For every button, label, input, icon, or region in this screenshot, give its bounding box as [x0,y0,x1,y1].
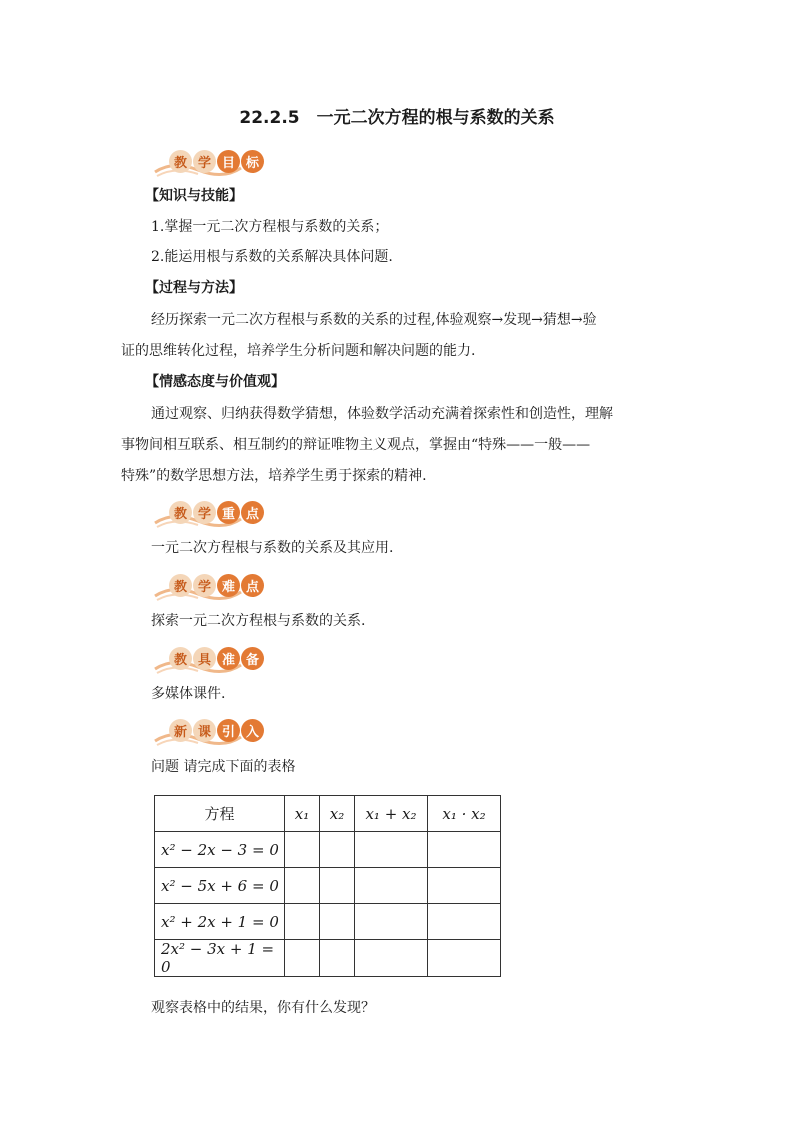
intro-question: 问题 请完成下面的表格 [151,759,296,775]
header-sum: x₁ + x₂ [355,796,428,832]
equation-cell: x² + 2x + 1 = 0 [155,904,285,940]
lesson-title: 22.2.5 一元二次方程的根与系数的关系 [239,108,555,128]
table-row [155,940,501,977]
table-row [155,832,501,868]
empty-cell[interactable] [320,904,355,940]
process-text: 证的思维转化过程，培养学生分析问题和解决问题的能力. [121,343,476,359]
badge-materials [155,645,264,671]
badge-difficulties [155,572,264,598]
badge-char: 教 [169,574,192,597]
empty-cell[interactable] [320,940,355,977]
badge-char: 点 [241,574,264,597]
header-x2: x₂ [320,796,355,832]
followup-question: 观察表格中的结果，你有什么发现？ [151,1000,375,1016]
attitude-text: 特殊”的数学思想方法，培养学生勇于探索的精神. [121,468,427,484]
badge-objectives [155,148,264,174]
badge-char: 引 [217,719,240,742]
badge-char: 课 [193,719,216,742]
badge-char: 重 [217,501,240,524]
knowledge-item: 1.掌握一元二次方程根与系数的关系； [151,219,389,235]
attitude-text: 事物间相互联系、相互制约的辩证唯物主义观点，掌握由“特殊——一般—— [121,437,591,453]
materials-text: 多媒体课件. [151,686,226,702]
badge-char: 准 [217,647,240,670]
empty-cell[interactable] [428,868,501,904]
badge-char: 点 [241,501,264,524]
badge-char: 具 [193,647,216,670]
badge-intro [155,717,264,743]
badge-char: 教 [169,501,192,524]
header-equation: 方程 [155,796,285,832]
badge-key-points [155,499,264,525]
knowledge-item: 2.能运用根与系数的关系解决具体问题. [151,249,393,265]
empty-cell[interactable] [285,940,320,977]
badge-char: 目 [217,150,240,173]
table-row [155,868,501,904]
equation-cell: x² − 5x + 6 = 0 [155,868,285,904]
empty-cell[interactable] [320,868,355,904]
key-points-text: 一元二次方程根与系数的关系及其应用. [151,540,394,556]
table-header-row [155,796,501,832]
header-product: x₁ · x₂ [428,796,501,832]
equation-cell: 2x² − 3x + 1 = 0 [155,940,285,977]
empty-cell[interactable] [355,868,428,904]
empty-cell[interactable] [285,904,320,940]
empty-cell[interactable] [428,832,501,868]
knowledge-heading: 【知识与技能】 [145,188,243,204]
empty-cell[interactable] [320,832,355,868]
roots-table [154,795,501,977]
process-text: 经历探索一元二次方程根与系数的关系的过程,体验观察→发现→猜想→验 [151,312,597,328]
badge-char: 学 [193,501,216,524]
process-heading: 【过程与方法】 [145,280,243,296]
empty-cell[interactable] [428,904,501,940]
badge-char: 入 [241,719,264,742]
badge-char: 新 [169,719,192,742]
table-row [155,904,501,940]
badge-char: 学 [193,150,216,173]
empty-cell[interactable] [285,868,320,904]
equation-cell: x² − 2x − 3 = 0 [155,832,285,868]
empty-cell[interactable] [355,904,428,940]
badge-char: 标 [241,150,264,173]
attitude-text: 通过观察、归纳获得数学猜想，体验数学活动充满着探索性和创造性，理解 [151,406,613,422]
badge-char: 学 [193,574,216,597]
difficulties-text: 探索一元二次方程根与系数的关系. [151,613,366,629]
empty-cell[interactable] [355,832,428,868]
header-x1: x₁ [285,796,320,832]
badge-char: 教 [169,647,192,670]
attitude-heading: 【情感态度与价值观】 [145,374,285,390]
badge-char: 难 [217,574,240,597]
badge-char: 备 [241,647,264,670]
empty-cell[interactable] [355,940,428,977]
empty-cell[interactable] [428,940,501,977]
badge-char: 教 [169,150,192,173]
empty-cell[interactable] [285,832,320,868]
